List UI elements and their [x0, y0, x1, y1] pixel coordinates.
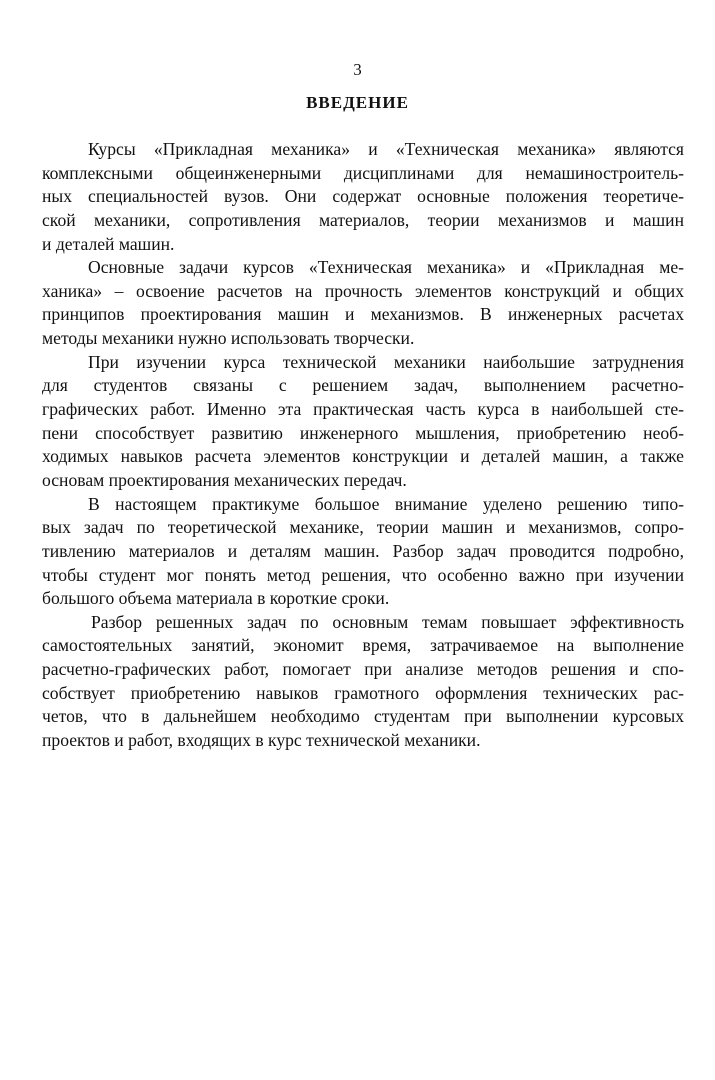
text-line: тивлению материалов и деталям машин. Разбор задач проводится подробно,	[42, 540, 684, 561]
paragraph	[42, 493, 684, 611]
text-line: Основные задачи курсов «Техническая механика» и «Прикладная ме-	[88, 257, 684, 278]
page-number: 3	[353, 60, 362, 79]
paragraph	[42, 611, 684, 753]
text-line: методы механики нужно использовать творчески.	[42, 328, 415, 349]
text-line: комплексными общеинженерными дисциплинами для немашиностроитель-	[42, 162, 684, 183]
section-title: ВВЕДЕНИЕ	[306, 93, 409, 112]
text-line: При изучении курса технической механики наибольшие затруднения	[88, 351, 684, 372]
text-line: пени способствует развитию инженерного мышления, приобретению необ-	[42, 422, 684, 443]
text-line: и деталей машин.	[42, 233, 175, 254]
text-line: основам проектирования механических передач.	[42, 469, 407, 490]
paragraph	[42, 138, 684, 256]
text-line: Разбор решенных задач по основным темам повышает эффективность	[91, 611, 684, 632]
paragraph	[42, 256, 684, 351]
text-line: вых задач по теоретической механике, теории машин и механизмов, сопро-	[42, 517, 684, 538]
text-line: самостоятельных занятий, экономит время, затрачиваемое на выполнение	[42, 635, 684, 656]
text-line: чтобы студент мог понять метод решения, что особенно важно при изучении	[42, 564, 684, 585]
text-line: принципов проектирования машин и механизмов. В инженерных расчетах	[42, 304, 684, 325]
paragraph	[42, 351, 684, 493]
text-line: четов, что в дальнейшем необходимо студентам при выполнении курсовых	[42, 706, 684, 727]
text-line: графических работ. Именно эта практическая часть курса в наибольшей сте-	[42, 399, 684, 420]
text-line: Курсы «Прикладная механика» и «Техническая механика» являются	[88, 139, 684, 159]
body-text	[42, 138, 684, 753]
text-line: ных специальностей вузов. Они содержат основные положения теоретиче-	[42, 186, 684, 207]
text-line: большого объема материала в короткие сроки.	[42, 588, 390, 609]
text-line: для студентов связаны с решением задач, выполнением расчетно-	[42, 375, 684, 396]
text-line: ханика» – освоение расчетов на прочность элементов конструкций и общих	[42, 280, 684, 301]
text-line: проектов и работ, входящих в курс технической механики.	[42, 730, 481, 751]
text-line: ской механики, сопротивления материалов, теории механизмов и машин	[42, 209, 684, 230]
text-line: ходимых навыков расчета элементов конструкции и деталей машин, а также	[42, 446, 684, 467]
text-line: расчетно-графических работ, помогает при анализе методов решения и спо-	[42, 659, 684, 680]
text-line: В настоящем практикуме большое внимание уделено решению типо-	[88, 493, 684, 514]
text-line: собствует приобретению навыков грамотного оформления технических рас-	[42, 682, 684, 703]
